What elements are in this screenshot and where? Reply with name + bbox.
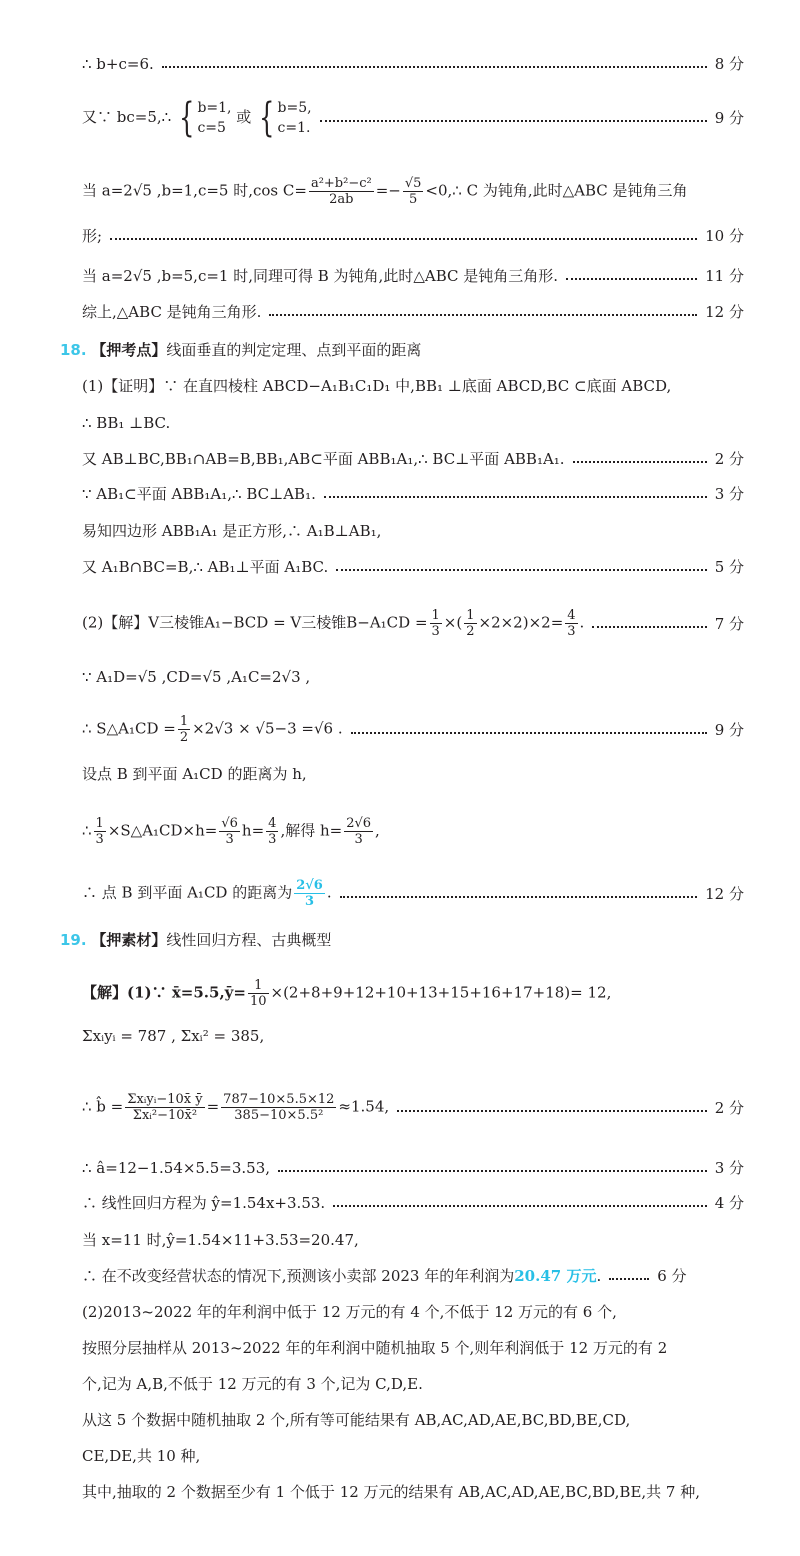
solution-line: 按照分层抽样从 2013~2022 年的年利润中随机抽取 5 个,则年利润低于 12 万元的有 2 (82, 1339, 668, 1357)
score: 7 分 (714, 614, 744, 633)
solution-line: 设点 B 到平面 A₁CD 的距离为 h, (82, 765, 307, 783)
solution-line: ∴ 线性回归方程为 ŷ=1.54x+3.53. 4 分 (82, 1194, 744, 1212)
solution-line: (2)2013~2022 年的年利润中低于 12 万元的有 4 个,不低于 12 万元的有 6 个, (82, 1303, 617, 1321)
solution-line: 易知四边形 ABB₁A₁ 是正方形,∴ A₁B⊥AB₁, (82, 522, 382, 540)
solution-line: 综上,△ABC 是钝角三角形. 12 分 (82, 303, 744, 321)
solution-line: CE,DE,共 10 种, (82, 1447, 201, 1465)
solution-line: (2)【解】V三棱锥A₁−BCD = V三棱锥B−A₁CD = $\frac{1}{3}$ ×( $\frac{1}{2}$ ×2×2)×2= $\frac{4}{3}$ . 7 分 (82, 608, 744, 639)
score: 9 分 (714, 720, 744, 739)
score: 6 分 (657, 1267, 687, 1285)
solution-line: ∴ b+c=6. 8 分 (82, 55, 744, 73)
solution-line: 个,记为 A,B,不低于 12 万元的有 3 个,记为 C,D,E. (82, 1375, 423, 1393)
solution-line: 当 a=2√5 ,b=1,c=5 时,cos C= $\frac{\text{a²+b²−c²}}{2ab}$ =− $\frac{√5}{5}$ <0,∴ C 为钝角,此时△ABC 是钝角三角 (82, 176, 688, 207)
solution-line: ∴ S△A₁CD = $\frac{1}{2}$ ×2√3 × √5−3 =√6 . 9 分 (82, 714, 744, 745)
question-number: 19. (60, 931, 87, 949)
question-header: 18. 【押考点】线面垂直的判定定理、点到平面的距离 (60, 341, 422, 359)
solution-line: 其中,抽取的 2 个数据至少有 1 个低于 12 万元的结果有 AB,AC,AD,AE,BC,BD,BE,共 7 种, (82, 1483, 701, 1501)
question-header: 19. 【押素材】线性回归方程、古典概型 (60, 931, 332, 949)
solution-line: ∴ 点 B 到平面 A₁CD 的距离为 $\frac{2√6}{3}$ . 12 分 (82, 878, 744, 909)
solution-line: 【解】(1)∵ x̄=5.5,ȳ= $\frac{1}{10}$ ×(2+8+9+12+10+13+15+16+17+18)= 12, (82, 978, 612, 1009)
solution-line: 又∵ bc=5,∴ { b=1, c=5 或 { b=5, c=1. 9 分 (82, 95, 744, 141)
score: 5 分 (714, 558, 744, 576)
solution-line: 从这 5 个数据中随机抽取 2 个,所有等可能结果有 AB,AC,AD,AE,BC,BD,BE,CD, (82, 1411, 631, 1429)
solution-line: ∵ A₁D=√5 ,CD=√5 ,A₁C=2√3 , (82, 668, 311, 686)
score: 12 分 (705, 303, 744, 321)
highlighted-answer: 20.47 万元 (514, 1267, 597, 1285)
answer-denominator: 3 (305, 894, 315, 909)
solution-line: 形; 10 分 (82, 227, 744, 245)
score: 3 分 (714, 485, 744, 503)
question-title: 线面垂直的判定定理、点到平面的距离 (166, 341, 422, 359)
question-number: 18. (60, 341, 87, 359)
solution-line: (1)【证明】∵ 在直四棱柱 ABCD−A₁B₁C₁D₁ 中,BB₁ ⊥底面 ABCD,BC ⊂底面 ABCD, (82, 377, 672, 395)
score: 12 分 (705, 884, 744, 903)
solution-line: 又 A₁B∩BC=B,∴ AB₁⊥平面 A₁BC. 5 分 (82, 558, 744, 576)
solution-line: ∴ BB₁ ⊥BC. (82, 414, 171, 432)
answer-numerator: 2√6 (296, 878, 323, 893)
score: 2 分 (714, 450, 744, 468)
solution-line: 当 x=11 时,ŷ=1.54×11+3.53=20.47, (82, 1231, 359, 1249)
score: 2 分 (714, 1098, 744, 1117)
question-title: 线性回归方程、古典概型 (166, 931, 332, 949)
solution-line: ∴ 在不改变经营状态的情况下,预测该小卖部 2023 年的年利润为20.47 万元. 6 分 (82, 1267, 687, 1285)
score: 11 分 (705, 267, 744, 285)
score: 9 分 (714, 109, 744, 127)
solution-line: Σxᵢyᵢ = 787 , Σxᵢ² = 385, (82, 1027, 265, 1045)
solution-line: ∴ â=12−1.54×5.5=3.53, 3 分 (82, 1159, 744, 1177)
solution-line: ∴ b̂ = $\frac{\text{Σxᵢyᵢ−10x̄ ȳ}}{\text{Σxᵢ²−10x̄²}}$ = $\frac{787-10\times 5.5\times 12}{\text{385−10×5.5²}}$ ≈1.54, 2 分 (82, 1092, 744, 1123)
score: 3 分 (714, 1159, 744, 1177)
score: 8 分 (714, 55, 744, 73)
score: 4 分 (714, 1194, 744, 1212)
solution-line: ∵ AB₁⊂平面 ABB₁A₁,∴ BC⊥AB₁. 3 分 (82, 485, 744, 503)
score: 10 分 (705, 227, 744, 245)
solution-line: 又 AB⊥BC,BB₁∩AB=B,BB₁,AB⊂平面 ABB₁A₁,∴ BC⊥平面 ABB₁A₁. 2 分 (82, 450, 744, 468)
solution-line: 当 a=2√5 ,b=5,c=1 时,同理可得 B 为钝角,此时△ABC 是钝角三角形. 11 分 (82, 267, 744, 285)
solution-line: ∴ $\frac{1}{3}$ ×S△A₁CD×h= $\frac{√6}{3}$ h= $\frac{4}{3}$ ,解得 h= $\frac{2√6}{3}$ , (82, 816, 380, 847)
